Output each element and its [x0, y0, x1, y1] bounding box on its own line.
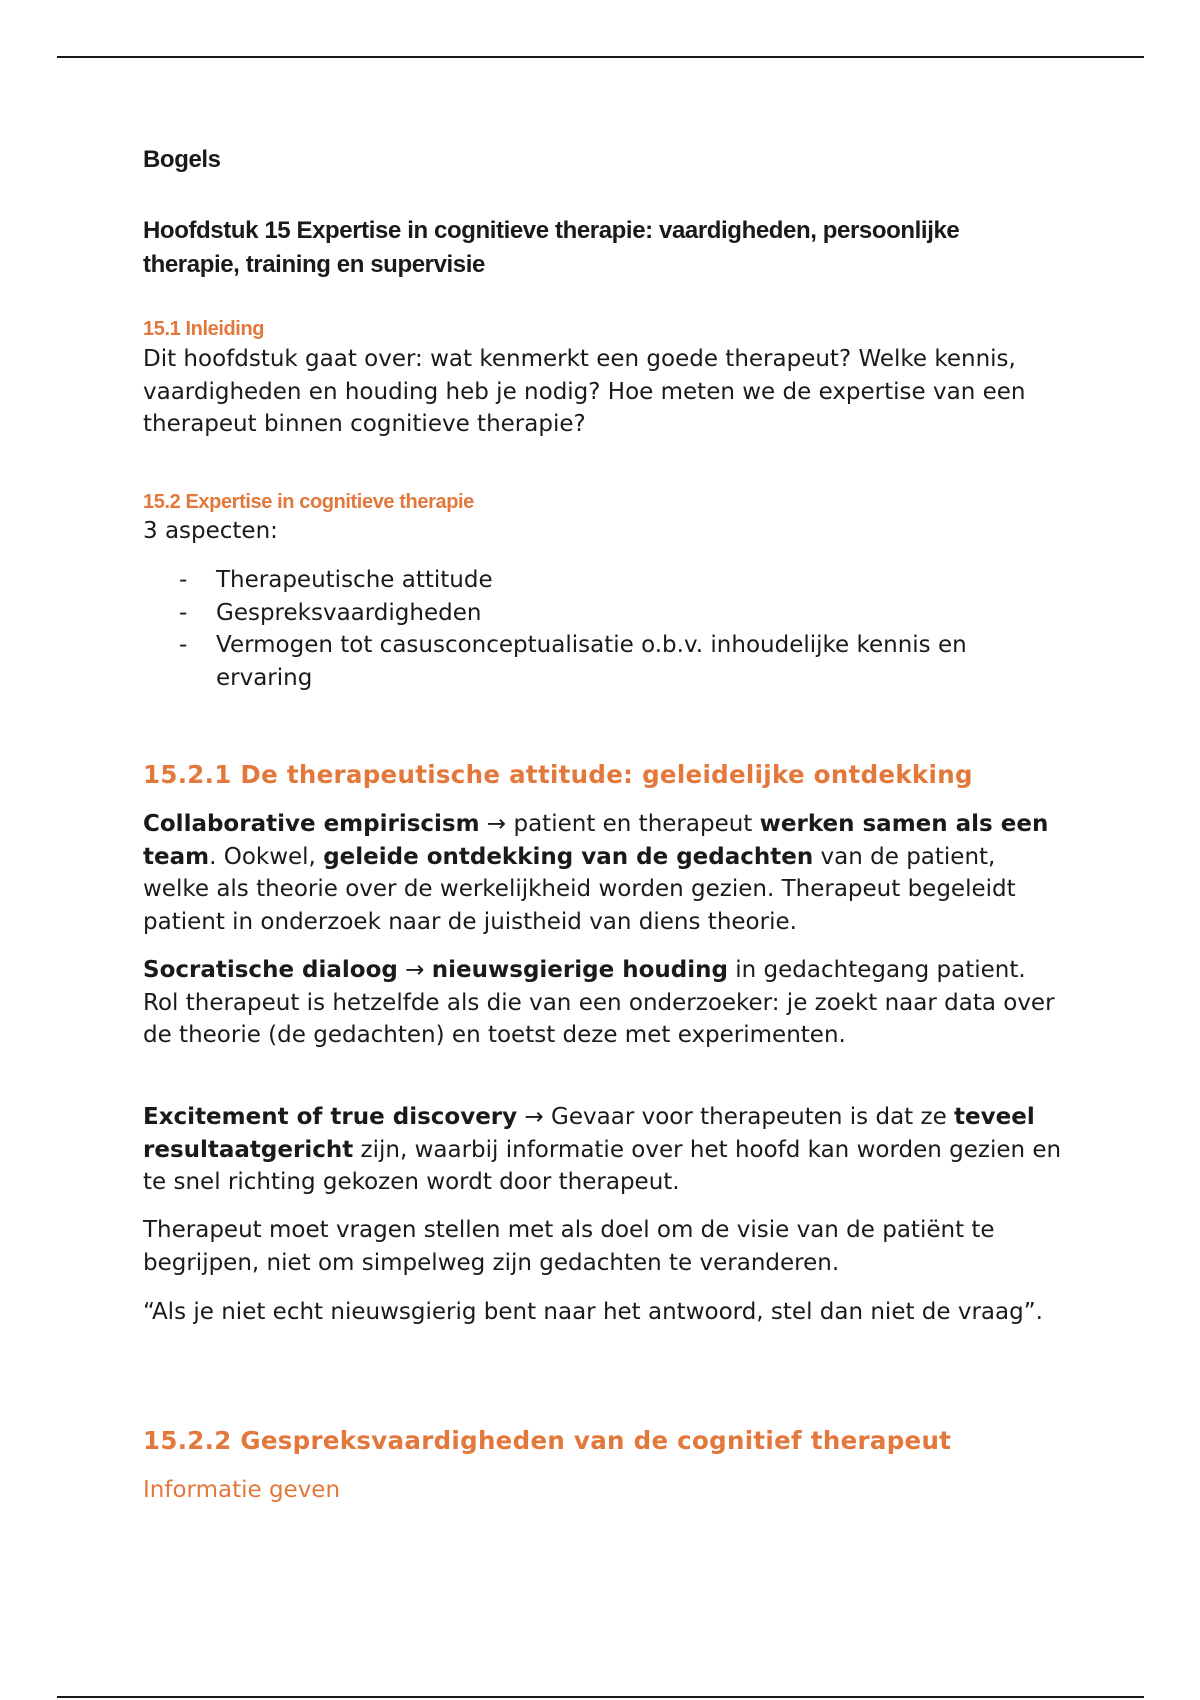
section-15-2-heading: 15.2 Expertise in cognitieve therapie	[143, 491, 474, 513]
section-15-1-text: Dit hoofdstuk gaat over: wat kenmerkt een goede therapeut? Welke kennis, vaardigheden en houding heb je nodig? Hoe meten we de expertise van een therapeut binnen cognitieve therapie?	[143, 346, 1026, 437]
term-socratic-dialogue: Socratische dialoog	[143, 957, 398, 983]
paragraph-text: zijn, waarbij informatie over het hoofd kan worden gezien en te snel richting gekozen wordt door therapeut.	[143, 1136, 1062, 1195]
section-15-2-1-heading: 15.2.1 De therapeutische attitude: geleidelijke ontdekking	[143, 760, 973, 789]
emphasis-result-oriented: teveel resultaatgericht	[143, 1104, 1035, 1163]
term-collaborative-empiricism: Collaborative empiriscism	[143, 811, 480, 837]
section-15-2-2-heading: 15.2.2 Gespreksvaardigheden van de cognitief therapeut	[143, 1426, 952, 1455]
section-15-2-intro: 3 aspecten:	[143, 518, 278, 544]
list-item-text: Therapeutische attitude	[216, 567, 493, 593]
aspects-list	[143, 564, 1043, 694]
list-item	[143, 629, 1043, 694]
emphasis-curious-attitude: nieuwsgierige houding	[431, 957, 728, 983]
bullet-dash: -	[179, 599, 188, 626]
chapter-title: Hoofdstuk 15 Expertise in cognitieve therapie: vaardigheden, persoonlijke therapie, training en supervisie	[143, 217, 960, 278]
list-item	[143, 597, 1043, 630]
emphasis-guided-discovery: geleide ontdekking van de gedachten	[323, 843, 814, 870]
subheading-information-giving: Informatie geven	[143, 1477, 341, 1503]
paragraph-text: in gedachtegang patient. Rol therapeut is hetzelfde als die van een onderzoeker: je zoekt naar data over de theorie (de gedachten) en toetst deze met experimenten.	[143, 957, 1055, 1048]
term-excitement-discovery: Excitement of true discovery	[143, 1104, 518, 1130]
paragraph-asking-questions: Therapeut moet vragen stellen met als doel om de visie van de patiënt te begrijpen, niet om simpelweg zijn gedachten te veranderen.	[143, 1217, 995, 1276]
paragraph-socratic-dialogue	[143, 954, 1063, 1052]
list-item-text: Gespreksvaardigheden	[216, 599, 482, 626]
quote-curiosity: “Als je niet echt nieuwsgierig bent naar het antwoord, stel dan niet de vraag”.	[143, 1299, 1043, 1325]
paragraph-text: . Ookwel,	[209, 843, 316, 870]
paragraph-excitement-discovery	[143, 1101, 1063, 1199]
section-15-1-heading: 15.1 Inleiding	[143, 318, 265, 340]
paragraph-text: van de patient, welke als theorie over de werkelijkheid worden gezien. Therapeut begeleidt patient in onderzoek naar de juistheid van diens theorie.	[143, 843, 1016, 935]
paragraph-text: patient en therapeut	[513, 811, 753, 837]
emphasis-team: werken samen als een team	[143, 811, 1049, 870]
arrow-icon: →	[486, 811, 507, 837]
list-item-text: Vermogen tot casusconceptualisatie o.b.v. inhoudelijke kennis en ervaring	[216, 632, 967, 691]
bullet-dash: -	[179, 632, 188, 658]
bottom-rule	[57, 1696, 1144, 1698]
top-rule	[57, 56, 1144, 58]
paragraph-collaborative-empiricism	[143, 808, 1063, 938]
arrow-icon: →	[405, 957, 425, 983]
bullet-dash: -	[179, 567, 188, 593]
author-heading: Bogels	[143, 146, 221, 173]
arrow-icon: →	[524, 1104, 544, 1130]
list-item	[143, 564, 1043, 597]
paragraph-text: Gevaar voor therapeuten is dat ze	[551, 1104, 947, 1130]
